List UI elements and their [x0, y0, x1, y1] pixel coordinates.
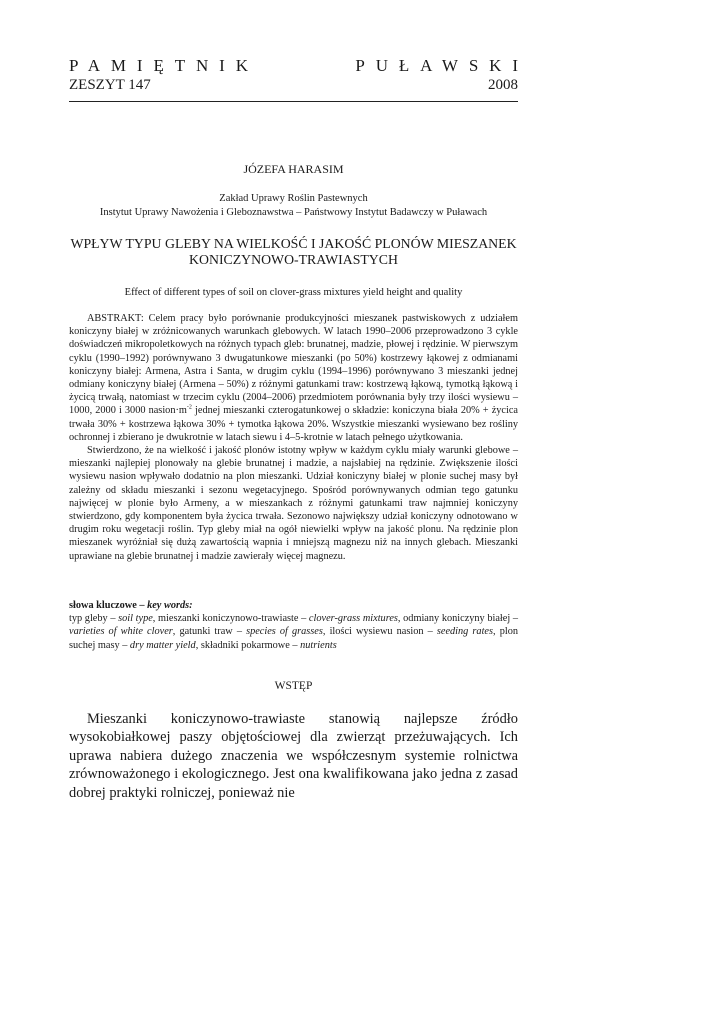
- abstract: [69, 312, 518, 563]
- journal-name-right: PUŁAWSKI: [355, 56, 529, 75]
- keyword-item: [69, 613, 158, 624]
- keywords-list: [69, 612, 518, 652]
- abstract-p1-text: ABSTRAKT: Celem pracy było porównanie produkcyjności mieszanek pastwiskowych z udziałem koniczyny białej w zróżnicowanych warunkach glebowych. W latach 1990–2006 przeprowadzono 3 cykle doświadczeń mikropoletkowych na różnych typach gleb: brunatnej, madzie, płowej i rędzinie. W pierwszym cyklu (1990–1992) porównywano 3 dwugatunkowe mieszanki (po 50%) kostrzewy łąkowej z odmianami koniczyny białej: Armena, Astra i Santa, w drugim cyklu (1994–1996) porównywano 3 mieszanki jednej odmiany koniczyny białej (Armena – 50%) z różnymi gatunkami traw: kostrzewą łąkową, tymotką łąkową i życicą trwałą, natomiast w trzecim cyklu (2004–2006) przedmiotem porównania były trzy ilości wysiewu – 1000, 2000 i 3000 nasion·m: [69, 313, 518, 417]
- section-heading: WSTĘP: [274, 680, 313, 692]
- keyword-en: varieties of white clover: [69, 626, 173, 638]
- body-paragraph: Mieszanki koniczynowo-trawiaste stanowią najlepsze źródło wysokobiałkowej paszy objętościowej dla zwierząt przeżuwających. Ich uprawa nabiera dużego znaczenia we współczesnym systemie rolnictwa zrównoważonego i ekologicznego. Jest ona kwalifikowana jako jedna z zasad dobrej praktyki rolniczej, ponieważ nie: [69, 711, 518, 801]
- journal-name-left: PAMIĘTNIK: [69, 56, 259, 75]
- keyword-en: soil type: [118, 613, 153, 625]
- keyword-en: seeding rates: [436, 626, 494, 638]
- journal-header: [69, 56, 529, 76]
- keyword-pl: składniki pokarmowe –: [200, 639, 301, 651]
- keyword-pl: odmiany koniczyny białej –: [403, 613, 519, 625]
- keyword-item: [330, 626, 500, 637]
- affiliation-institute: Instytut Uprawy Nawożenia i Gleboznawstwa – Państwowy Instytut Badawczy w Puławach: [99, 207, 488, 218]
- body-text: [69, 710, 518, 802]
- keyword-pl: typ gleby –: [69, 613, 119, 625]
- keywords-heading-en: key words:: [147, 600, 193, 611]
- keyword-item: [158, 613, 403, 624]
- keywords-heading-pl: słowa kluczowe –: [69, 600, 148, 611]
- keyword-item: [179, 626, 329, 637]
- keyword-item: [201, 640, 337, 651]
- abstract-p1-text-cont: jednej mieszanki czterogatunkowej o składzie: koniczyna biała 20% + życica trwała 30% + kostrzewa łąkowa 30% + tymotka łąkowa 20%. Wszystkie mieszanki wysiewano bez rośliny ochronnej i zbierano je dwukrotnie w latach siewu i 4–5-krotnie w latach pełnego użytkowania.: [69, 405, 518, 443]
- issue-year: 2008: [488, 77, 518, 93]
- paper-title-line-2: KONICZYNOWO-TRAWIASTYCH: [189, 252, 398, 267]
- author-name: JÓZEFA HARASIM: [243, 162, 344, 176]
- keyword-pl: mieszanki koniczynowo-trawiaste –: [158, 613, 309, 625]
- keyword-pl: plon suchej masy –: [69, 626, 518, 651]
- keyword-sep: ,: [172, 626, 180, 638]
- issue-line: [69, 77, 518, 94]
- keyword-en: species of grasses: [246, 626, 323, 638]
- keyword-en: nutrients: [300, 639, 337, 651]
- keyword-en: clover-grass mixtures: [308, 613, 398, 625]
- paper-title-line-1: WPŁYW TYPU GLEBY NA WIELKOŚĆ I JAKOŚĆ PLONÓW MIESZANEK: [70, 236, 517, 251]
- keyword-en: dry matter yield: [129, 639, 196, 651]
- header-rule: [69, 101, 518, 102]
- keywords: [69, 599, 518, 652]
- keyword-sep: ,: [322, 626, 330, 638]
- keyword-pl: gatunki traw –: [179, 626, 247, 638]
- paper-title: [69, 236, 518, 268]
- keyword-sep: ,: [195, 639, 201, 651]
- keywords-heading: [69, 599, 518, 612]
- keyword-sep: ,: [152, 613, 159, 625]
- english-title: Effect of different types of soil on clover-grass mixtures yield height and quality: [124, 287, 463, 298]
- keyword-sep: ,: [397, 613, 404, 625]
- affiliation-department: Zakład Uprawy Roślin Pastewnych: [219, 193, 368, 204]
- abstract-p1-superscript: -2: [186, 405, 192, 411]
- issue-number: ZESZYT 147: [69, 77, 151, 93]
- keyword-sep: ,: [493, 626, 500, 638]
- keyword-pl: ilości wysiewu nasion –: [329, 626, 437, 638]
- abstract-paragraph-2: Stwierdzono, że na wielkość i jakość plonów istotny wpływ w każdym cyklu miały warunki glebowe – mieszanki najlepiej plonowały na glebie brunatnej i madzie, a najsłabiej na rędzinie. Zwiększenie ilości wysiewu nasion wpływało dodatnio na plon mieszanki. Udział koniczyny białej w plonie suchej masy był zależny od składu mieszanki i sezonu wegetacyjnego. Spośród porównywanych odmian tego gatunku najwięcej w plonie było Armeny, a w mieszankach z różnymi gatunkami traw najmniej koniczyny stwierdzono, gdy komponentem była życica trwała. Sezonowo największy udział koniczyny odnotowano w drugim roku wegetacji roślin. Typ gleby miał na ogół niewielki wpływ na jakość plonu. Na rędzinie plon mieszanek wyróżniał się dużą zawartością wapnia i mniejszą magnezu niż na innych glebach. Mieszanki uprawiane na glebie brunatnej i madzie zawierały więcej magnezu.: [69, 445, 518, 562]
- abstract-paragraph-1: [69, 312, 518, 444]
